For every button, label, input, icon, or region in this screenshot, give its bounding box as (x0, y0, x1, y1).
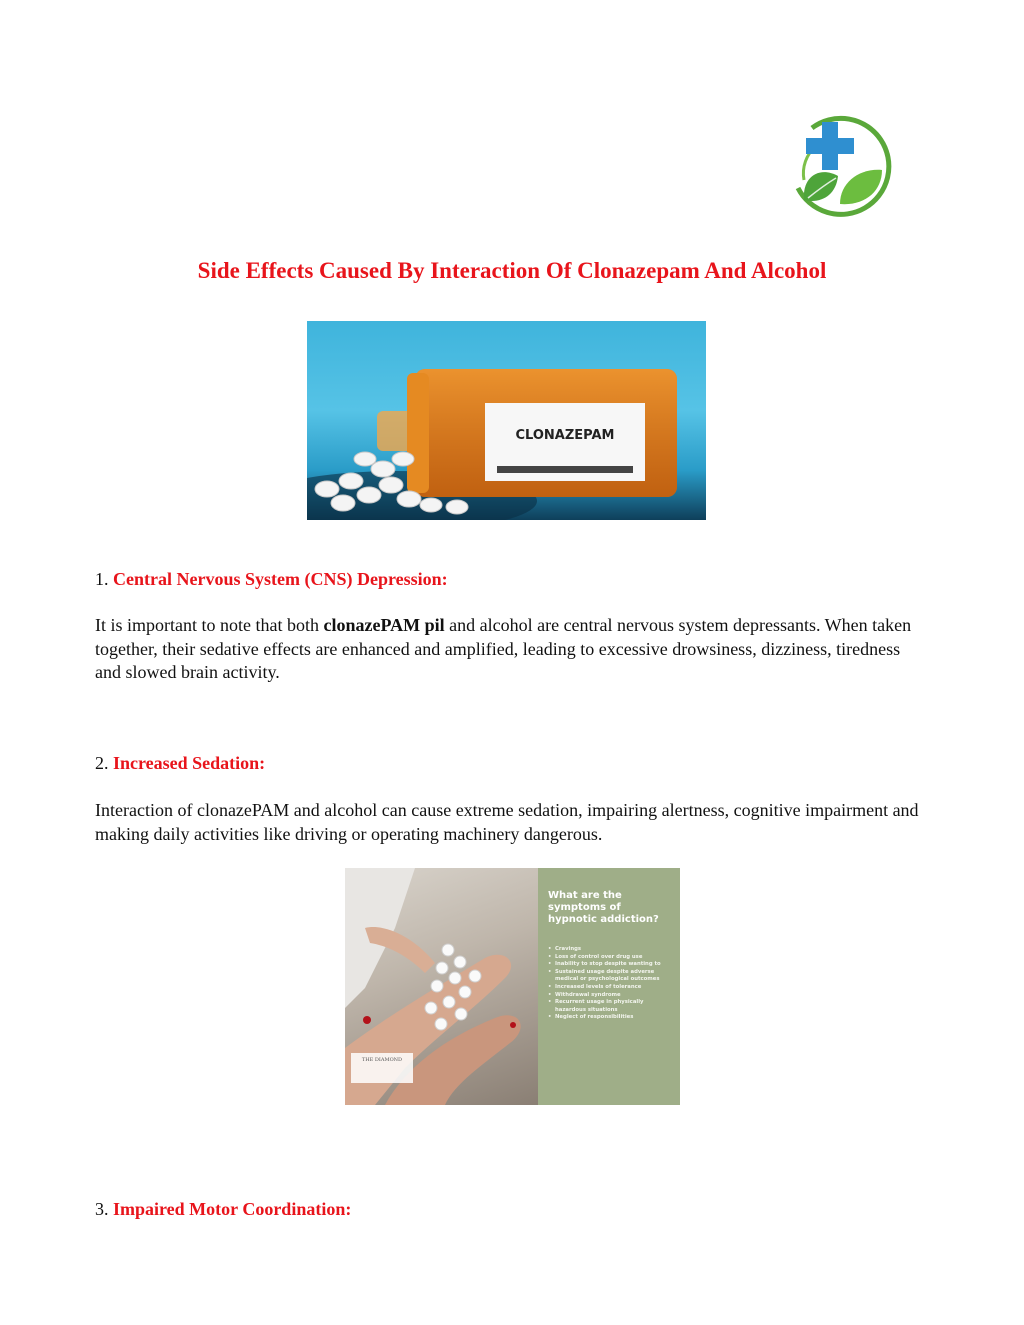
list-item: • Loss of control over drug use (548, 954, 673, 962)
paragraph-text: and alcohol are central nervous system depressants. When taken together, their sedative effects are enhanced and amplified, leading to excessive drowsiness, dizziness, tiredness and slowed brain activity. (95, 615, 912, 682)
symptoms-list (548, 946, 673, 1022)
diamond-brand-logo (351, 1053, 413, 1083)
panel-title: What are the symptoms of hypnotic addiction? (548, 890, 659, 925)
section-number: 2. (95, 753, 109, 773)
brand-logo-icon (778, 104, 906, 228)
paragraph-text: It is important to note that both (95, 615, 324, 635)
list-item: • Sustained usage despite adverse medical or psychological outcomes (548, 969, 673, 984)
section-number: 3. (95, 1199, 109, 1219)
section-paragraph-2: Interaction of clonazePAM and alcohol can cause extreme sedation, impairing alertness, cognitive impairment and making daily activities like driving or operating machinery dangerous. (95, 800, 919, 844)
hands-with-pills-photo (345, 868, 538, 1105)
clonazepam-bottle-image (307, 321, 706, 520)
list-item: • Increased levels of tolerance (548, 984, 673, 992)
section-heading-label: Impaired Motor Coordination: (113, 1199, 352, 1219)
section-heading-label: Central Nervous System (CNS) Depression: (113, 569, 448, 589)
list-item: • Recurrent usage in physically hazardous situations (548, 999, 673, 1014)
brand-name: THE DIAMOND (361, 1057, 403, 1063)
section-heading-3 (95, 1199, 351, 1220)
list-item: • Withdrawal syndrome (548, 992, 673, 1000)
section-number: 1. (95, 569, 109, 589)
list-item: • Neglect of responsibilities (548, 1014, 673, 1022)
section-heading-label: Increased Sedation: (113, 753, 266, 773)
list-item: • Cravings (548, 946, 673, 954)
list-item: • Inability to stop despite wanting to (548, 961, 673, 969)
paragraph-bold-text: clonazePAM pil (323, 615, 445, 635)
document-title: Side Effects Caused By Interaction Of Clonazepam And Alcohol (197, 258, 827, 283)
hypnotic-addiction-infographic (345, 868, 680, 1105)
section-heading-1 (95, 569, 448, 590)
section-paragraph-1 (95, 614, 925, 685)
symptoms-panel (538, 868, 680, 1105)
bottle-label: CLONAZEPAM (515, 428, 615, 443)
section-heading-2 (95, 753, 265, 774)
